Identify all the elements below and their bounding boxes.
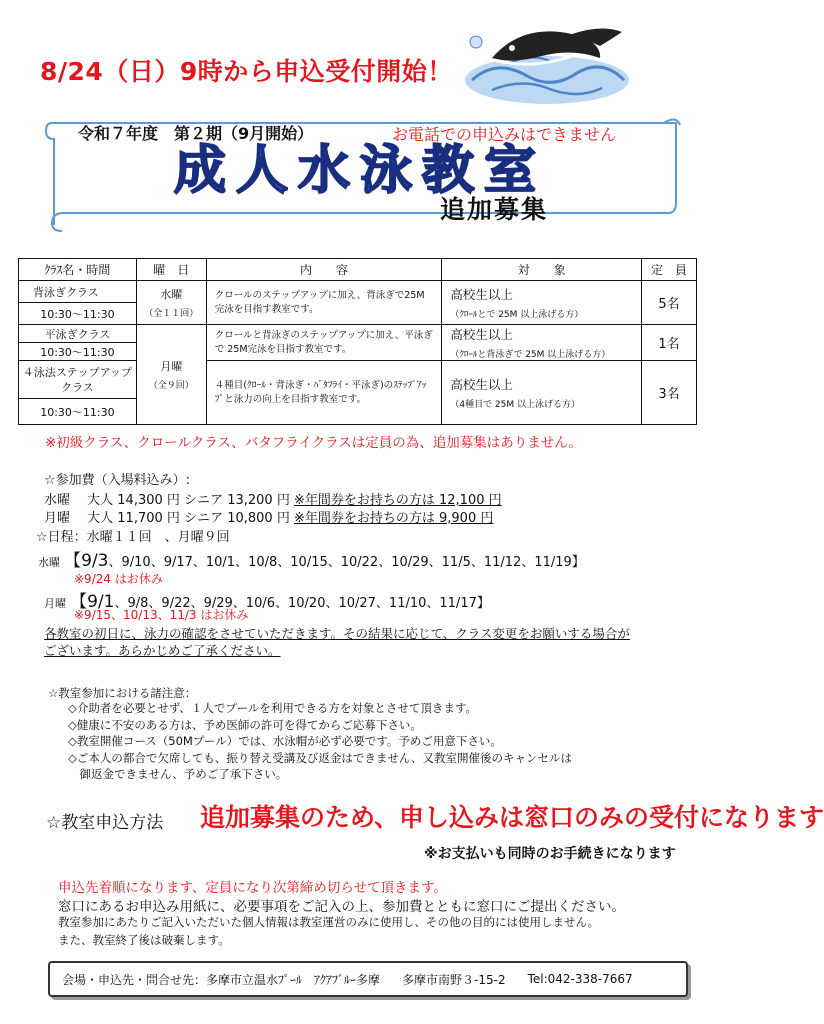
submit-note: 窓口にあるお申込み用紙に、必要事項をご記入の上、参加費とともに窓口にご提出ください。 xyxy=(58,899,625,915)
fee-senior: シニア 10,800 円 xyxy=(184,511,290,526)
day-cell xyxy=(136,281,206,325)
fee-pass: ※年間券をお持ちの方は 9,900 円 xyxy=(293,511,494,526)
col-header: 対 象 xyxy=(442,259,642,281)
target-note: （4種目で 25M 以上泳げる方） xyxy=(450,400,581,410)
fee-row-wed xyxy=(44,489,502,508)
day-label: 水曜 xyxy=(160,288,183,301)
fee-senior: シニア 13,200 円 xyxy=(184,493,290,508)
day-label: 月曜 xyxy=(160,360,183,373)
schedule-day: 月曜 xyxy=(44,597,66,610)
address-label: 多摩市南野３-15-2 xyxy=(402,972,506,987)
page-title xyxy=(70,140,650,200)
target-label: 高校生以上 xyxy=(450,377,513,392)
class-table xyxy=(18,258,697,425)
target-label: 高校生以上 xyxy=(450,287,513,302)
apply-method-label: ☆教室申込方法 xyxy=(46,813,164,833)
fee-day: 月曜 xyxy=(44,511,71,526)
class-name: 平泳ぎクラス xyxy=(19,325,137,343)
session-count: （全９回） xyxy=(148,381,194,391)
class-name: ４泳法ステップアップクラス xyxy=(19,361,137,399)
schedule-first-date: 【9/1 xyxy=(70,592,115,612)
payment-note: ※お支払いも同時のお手続きになります xyxy=(424,846,676,862)
privacy-note: 教室参加にあたりご記入いただいた個人情報は教室運営のみに使用し、その他の目的には使用しません。 xyxy=(58,915,600,929)
fee-row-mon xyxy=(44,507,493,526)
class-time: 10:30～11:30 xyxy=(19,399,137,425)
headline: 8/24（日）9時から申込受付開始！ xyxy=(40,57,453,86)
class-time: 10:30～11:30 xyxy=(19,343,137,361)
col-header: 定 員 xyxy=(642,259,697,281)
schedule-first-date: 【9/3 xyxy=(64,551,109,571)
whale-illustration xyxy=(452,18,637,118)
col-header: ｸﾗｽ名・時間 xyxy=(19,259,137,281)
class-content: クロールのステップアップに加え、背泳ぎで25M完泳を目指す教室です。 xyxy=(206,281,442,325)
target-cell xyxy=(442,281,642,325)
table-row xyxy=(19,281,697,303)
capacity: 5名 xyxy=(642,281,697,325)
first-come-note: 申込先着順になります、定員になり次第締め切らせて頂きます。 xyxy=(58,880,447,896)
fee-day: 水曜 xyxy=(44,493,71,508)
schedule-wed-off: ※9/24 はお休み xyxy=(74,572,163,586)
target-note: （ｸﾛｰﾙと背泳ぎで 25M 以上泳げる方） xyxy=(450,350,611,360)
class-name: 背泳ぎクラス xyxy=(19,281,137,303)
schedule-day: 水曜 xyxy=(38,556,60,569)
level-check-note: 各教室の初日に、泳力の確認をさせていただきます。その結果に応じて、クラス変更をお願いする場合が xyxy=(44,626,630,641)
title-text: 成人水泳教室 xyxy=(173,141,547,201)
fee-adult: 大人 14,300 円 xyxy=(87,493,180,508)
schedule-dates: 、9/10、9/17、10/1、10/8、10/15、10/22、10/29、11/5、11/12、11/19】 xyxy=(108,555,585,570)
fee-pass: ※年間券をお持ちの方は 12,100 円 xyxy=(293,493,502,508)
table-row xyxy=(19,361,697,399)
dispose-note: また、教室終了後は破棄します。 xyxy=(58,933,230,947)
notices-list xyxy=(68,700,572,783)
day-cell xyxy=(136,325,206,425)
fee-adult: 大人 11,700 円 xyxy=(87,511,180,526)
table-header-row xyxy=(19,259,697,281)
notice-item: 御返金できません、予めご了承下さい。 xyxy=(68,767,288,781)
schedule-mon-off: ※9/15、10/13、11/3 はお休み xyxy=(74,608,249,622)
class-content: クロールと背泳ぎのステップアップに加え、平泳ぎで 25M完泳を目指す教室です。 xyxy=(206,325,442,361)
apply-method-note: 追加募集のため、申し込みは窓口のみの受付になります xyxy=(200,803,824,832)
level-check-note: ございます。あらかじめご了承ください。 xyxy=(44,643,281,658)
col-header: 曜 日 xyxy=(136,259,206,281)
notice-item: ◇教室開催コース（50Mプール）では、水泳帽が必ず必要です。予めご用意下さい。 xyxy=(68,734,502,748)
no-recruit-note: ※初級クラス、クロールクラス、バタフライクラスは定員の為、追加募集はありません。 xyxy=(45,435,583,451)
schedule-heading: ☆日程：水曜１１回 、月曜９回 xyxy=(36,530,230,545)
tel-label: Tel:042-338-7667 xyxy=(527,972,633,986)
schedule-wed xyxy=(38,546,585,571)
target-cell xyxy=(442,361,642,425)
col-header: 内 容 xyxy=(206,259,442,281)
target-cell xyxy=(442,325,642,361)
target-note: （ｸﾛｰﾙとで 25M 以上泳げる方） xyxy=(450,310,584,320)
term-label: 令和７年度 第２期（9月開始） xyxy=(78,124,314,143)
notices-heading: ☆教室参加における諸注意： xyxy=(48,686,197,700)
notice-item: ◇健康に不安のある方は、予め医師の許可を得てからご応募下さい。 xyxy=(68,717,422,732)
notice-item: ◇介助者を必要とせず、１人でプールを利用できる方を対象とさせて頂きます。 xyxy=(68,701,477,715)
class-content: ４種目(ｸﾛｰﾙ・背泳ぎ・ﾊﾞﾀﾌﾗｲ・平泳ぎ)のｽﾃｯﾌﾟｱｯﾌﾟと泳力の向上を目指す教室です。 xyxy=(206,361,442,425)
table-row xyxy=(19,325,697,343)
schedule-dates: 、9/8、9/22、9/29、10/6、10/20、10/27、11/10、11/17】 xyxy=(114,596,490,611)
notice-item: ◇ご本人の都合で欠席しても、振り替え受講及び返金はできません、又教室開催後のキャンセルは xyxy=(68,750,573,765)
session-count: （全１１回） xyxy=(144,309,199,319)
capacity: 3名 xyxy=(642,361,697,425)
sub-title: 追加募集 xyxy=(440,195,549,224)
venue-label: 会場・申込先・問合せ先：多摩市立温水ﾌﾟｰﾙ ｱｸｱﾌﾞﾙｰ多摩 xyxy=(62,972,381,987)
class-time: 10:30～11:30 xyxy=(19,303,137,325)
phone-note: お電話での申込みはできません xyxy=(392,125,617,144)
fees-heading: ☆参加費（入場料込み）: xyxy=(44,473,191,488)
target-label: 高校生以上 xyxy=(450,327,513,342)
contact-footer xyxy=(48,961,688,997)
capacity: 1名 xyxy=(642,325,697,361)
